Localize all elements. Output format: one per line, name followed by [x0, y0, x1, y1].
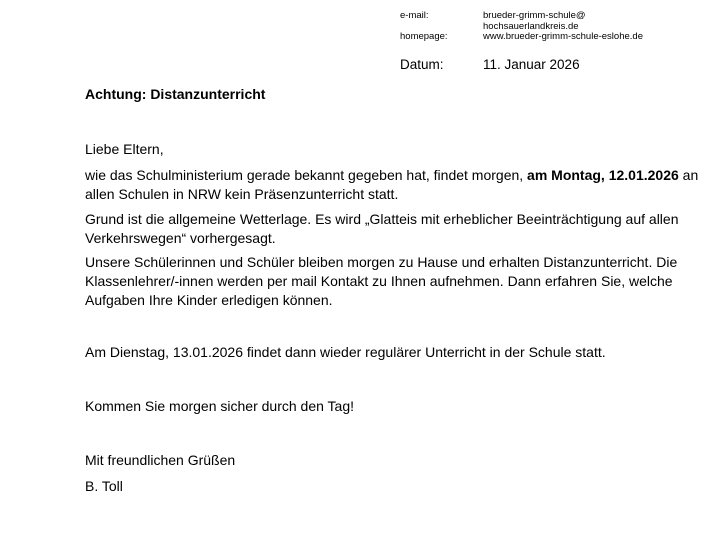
announcement-text-start: wie das Schulministerium gerade bekannt gegeben hat, findet morgen,	[85, 167, 528, 183]
announcement-date-emphasis: am Montag, 12.01.2026	[527, 167, 679, 183]
email-value-line2: hochsauerlandkreis.de	[483, 21, 579, 32]
date-label: Datum:	[400, 57, 444, 72]
closing-phrase: Mit freundlichen Grüßen	[85, 452, 236, 468]
email-value-line1: brueder-grimm-schule@	[483, 10, 586, 21]
salutation: Liebe Eltern,	[85, 141, 164, 157]
email-label: e-mail:	[400, 10, 429, 21]
homepage-label: homepage:	[400, 31, 448, 42]
announcement-text-end: an allen Schulen in NRW kein Präsenzunterricht statt.	[85, 167, 699, 202]
homepage-value: www.brueder-grimm-schule-eslohe.de	[483, 31, 643, 42]
paragraph-well-wishes: Kommen Sie morgen sicher durch den Tag!	[85, 398, 354, 414]
letter-subject: Achtung: Distanzunterricht	[85, 86, 266, 102]
paragraph-distance-learning: Unsere Schülerinnen und Schüler bleiben morgen zu Hause und erhalten Distanzunterricht. Die Klassenlehrer/-innen werden per mail Kontakt zu Ihnen aufnehmen. Dann erfahren Sie, welche Aufgaben Ihre Kinder erledigen können.	[85, 254, 678, 308]
signature-name: B. Toll	[85, 478, 123, 494]
date-value: 11. Januar 2026	[483, 57, 580, 72]
paragraph-return-date: Am Dienstag, 13.01.2026 findet dann wieder regulärer Unterricht in der Schule statt.	[85, 344, 606, 360]
paragraph-weather-reason: Grund ist die allgemeine Wetterlage. Es wird „Glatteis mit erheblicher Beeinträchtigung auf allen Verkehrswegen“ vorhergesagt.	[85, 211, 679, 246]
paragraph-announcement	[85, 166, 705, 204]
